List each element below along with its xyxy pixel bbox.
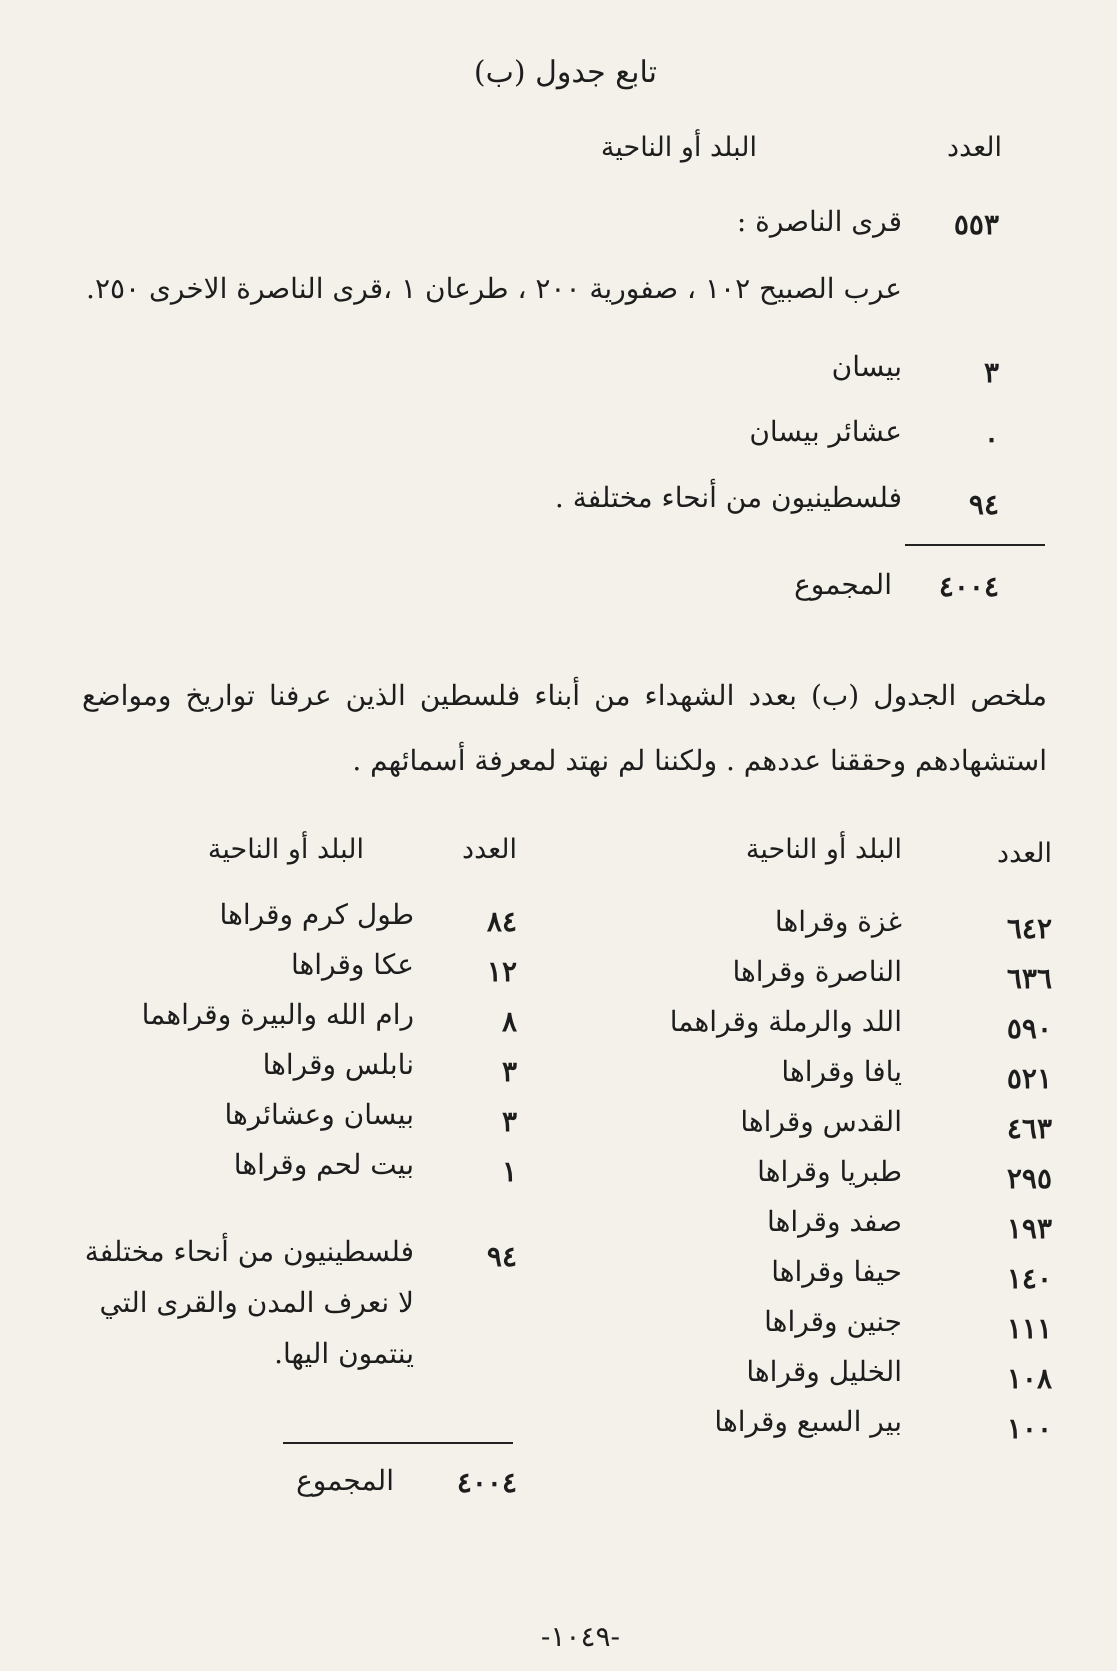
list-item-number: ٣ bbox=[501, 1055, 517, 1088]
list-item-number: ٦٣٦ bbox=[1006, 962, 1052, 995]
list-item-number: ٢٩٥ bbox=[1006, 1162, 1052, 1195]
total-label: المجموع bbox=[794, 568, 892, 601]
list-item-number: ٥٢١ bbox=[1006, 1062, 1052, 1095]
column-header-place: البلد أو الناحية bbox=[600, 132, 757, 163]
page-number: -١٠٤٩- bbox=[540, 1620, 620, 1653]
list-item-place: نابلس وقراها bbox=[262, 1048, 414, 1081]
list-item-number: ١٠٠ bbox=[1006, 1412, 1052, 1445]
list-item-place: صفد وقراها bbox=[767, 1205, 902, 1238]
total-number: ٤٠٠٤ bbox=[456, 1466, 517, 1499]
row-place: فلسطينيون من أنحاء مختلفة . bbox=[554, 481, 902, 514]
row-place: قرى الناصرة : bbox=[736, 205, 902, 238]
list-item-place: رام الله والبيرة وقراهما bbox=[141, 998, 414, 1031]
column-header-place: البلد أو الناحية bbox=[207, 834, 364, 865]
list-item-number: ٨٤ bbox=[486, 905, 517, 938]
list-item-number: ١٩٣ bbox=[1006, 1212, 1052, 1245]
list-item-number: ٤٦٣ bbox=[1006, 1112, 1052, 1145]
row-number: ٠ bbox=[983, 422, 999, 455]
total-rule bbox=[283, 1442, 513, 1444]
list-item-number: ١ bbox=[501, 1155, 517, 1188]
total-rule bbox=[905, 544, 1045, 546]
list-item-number: ٣ bbox=[501, 1105, 517, 1138]
column-header-place: البلد أو الناحية bbox=[745, 834, 902, 865]
row-number: ٣ bbox=[983, 356, 999, 389]
list-item-place: غزة وقراها bbox=[774, 905, 902, 938]
row-place: عشائر بيسان bbox=[749, 415, 902, 448]
list-item-place: بيسان وعشائرها bbox=[224, 1098, 414, 1131]
row-place: بيسان bbox=[831, 350, 902, 383]
list-item-number: ١٤٠ bbox=[1006, 1262, 1052, 1295]
summary-paragraph: ملخص الجدول (ب) بعدد الشهداء من أبناء فلسطين الذين عرفنا تواريخ ومواضع استشهادهم وحققنا عددهم . ولكننا لم نهتد لمعرفة أسمائهم . bbox=[82, 679, 1047, 777]
total-number: ٤٠٠٤ bbox=[938, 570, 999, 603]
column-header-number: العدد bbox=[997, 838, 1052, 869]
list-item-place: فلسطينيون من أنحاء مختلفة لا نعرف المدن والقرى التي ينتمون اليها. bbox=[84, 1235, 414, 1370]
list-item-place: حيفا وقراها bbox=[771, 1255, 902, 1288]
list-item-number: ٥٩٠ bbox=[1006, 1012, 1052, 1045]
row-number: ٥٥٣ bbox=[953, 208, 999, 241]
page-title: تابع جدول (ب) bbox=[473, 55, 657, 90]
list-item-number: ١١١ bbox=[1006, 1312, 1052, 1345]
list-item-place: طول كرم وقراها bbox=[219, 898, 414, 931]
list-item-place: طبريا وقراها bbox=[757, 1155, 902, 1188]
list-item-number: ٦٤٢ bbox=[1006, 912, 1052, 945]
column-header-number: العدد bbox=[947, 132, 1002, 163]
list-item-place: القدس وقراها bbox=[740, 1105, 902, 1138]
list-item-place: عكا وقراها bbox=[290, 948, 414, 981]
row-number: ٩٤ bbox=[968, 488, 999, 521]
list-item-number: ١٢ bbox=[486, 955, 517, 988]
list-item-number: ٨ bbox=[501, 1005, 517, 1038]
total-label: المجموع bbox=[296, 1464, 394, 1497]
nazareth-breakdown: عرب الصبيح ١٠٢ ، صفورية ٢٠٠ ، طرعان ١ ،قرى الناصرة الاخرى ٢٥٠. bbox=[86, 272, 902, 305]
list-item-place: بير السبع وقراها bbox=[714, 1405, 902, 1438]
column-header-number: العدد bbox=[462, 834, 517, 865]
list-item-place: بيت لحم وقراها bbox=[233, 1148, 414, 1181]
list-item-place: يافا وقراها bbox=[781, 1055, 902, 1088]
list-item-place: جنين وقراها bbox=[764, 1305, 902, 1338]
list-item-place: اللد والرملة وقراهما bbox=[669, 1005, 902, 1038]
list-item-place: الناصرة وقراها bbox=[732, 955, 902, 988]
list-item-place: الخليل وقراها bbox=[746, 1355, 902, 1388]
list-item-number: ١٠٨ bbox=[1006, 1362, 1052, 1395]
list-item-number: ٩٤ bbox=[486, 1240, 517, 1273]
